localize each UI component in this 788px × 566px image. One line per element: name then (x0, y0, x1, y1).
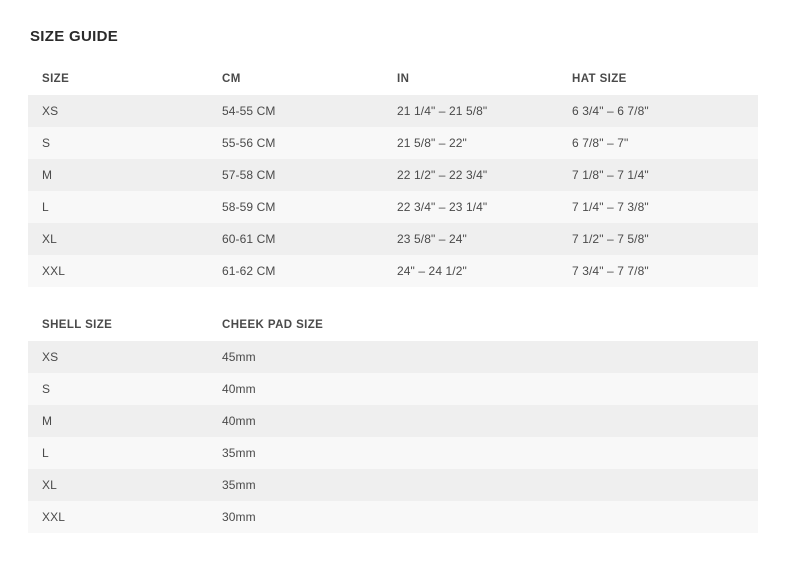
column-header-cheek-pad-size: CHEEK PAD SIZE (208, 313, 758, 341)
cell-in: 21 1/4" – 21 5/8" (383, 95, 558, 127)
table-row (28, 255, 758, 287)
size-guide-table (28, 67, 758, 287)
cell-size: XS (28, 95, 208, 127)
cell-in: 24" – 24 1/2" (383, 255, 558, 287)
table-row (28, 341, 758, 373)
cell-cheek-pad-size: 35mm (208, 437, 758, 469)
cell-hat-size: 7 1/8" – 7 1/4" (558, 159, 758, 191)
cell-cheek-pad-size: 30mm (208, 501, 758, 533)
cell-size: L (28, 191, 208, 223)
cell-in: 22 1/2" – 22 3/4" (383, 159, 558, 191)
table-row (28, 95, 758, 127)
cell-cm: 58-59 CM (208, 191, 383, 223)
cell-cm: 61-62 CM (208, 255, 383, 287)
cell-cheek-pad-size: 40mm (208, 373, 758, 405)
cell-size: M (28, 159, 208, 191)
table-header-row (28, 67, 758, 95)
page-title: SIZE GUIDE (30, 28, 119, 45)
cell-hat-size: 7 1/4" – 7 3/8" (558, 191, 758, 223)
table-row (28, 373, 758, 405)
table-spacer (28, 287, 760, 313)
cell-hat-size: 7 1/2" – 7 5/8" (558, 223, 758, 255)
cell-cm: 55-56 CM (208, 127, 383, 159)
table-row (28, 127, 758, 159)
column-header-shell-size: SHELL SIZE (28, 313, 208, 341)
cell-size: XXL (28, 255, 208, 287)
cell-shell-size: XS (28, 341, 208, 373)
table-row (28, 501, 758, 533)
cell-shell-size: S (28, 373, 208, 405)
cell-cm: 60-61 CM (208, 223, 383, 255)
cell-cm: 57-58 CM (208, 159, 383, 191)
table-row (28, 191, 758, 223)
table-row (28, 159, 758, 191)
table-row (28, 469, 758, 501)
cell-shell-size: L (28, 437, 208, 469)
cell-in: 22 3/4" – 23 1/4" (383, 191, 558, 223)
cell-cheek-pad-size: 35mm (208, 469, 758, 501)
cheek-pad-table (28, 313, 758, 533)
cell-shell-size: M (28, 405, 208, 437)
column-header-cm: CM (208, 67, 383, 95)
cell-shell-size: XXL (28, 501, 208, 533)
cell-cheek-pad-size: 45mm (208, 341, 758, 373)
cell-size: S (28, 127, 208, 159)
cell-size: XL (28, 223, 208, 255)
table-row (28, 223, 758, 255)
column-header-in: IN (383, 67, 558, 95)
column-header-size: SIZE (28, 67, 208, 95)
column-header-hat-size: HAT SIZE (558, 67, 758, 95)
table-row (28, 437, 758, 469)
cell-cm: 54-55 CM (208, 95, 383, 127)
cell-in: 21 5/8" – 22" (383, 127, 558, 159)
cell-in: 23 5/8" – 24" (383, 223, 558, 255)
table-header-row (28, 313, 758, 341)
cell-hat-size: 6 7/8" – 7" (558, 127, 758, 159)
cell-hat-size: 6 3/4" – 6 7/8" (558, 95, 758, 127)
cell-hat-size: 7 3/4" – 7 7/8" (558, 255, 758, 287)
cell-cheek-pad-size: 40mm (208, 405, 758, 437)
table-row (28, 405, 758, 437)
cell-shell-size: XL (28, 469, 208, 501)
